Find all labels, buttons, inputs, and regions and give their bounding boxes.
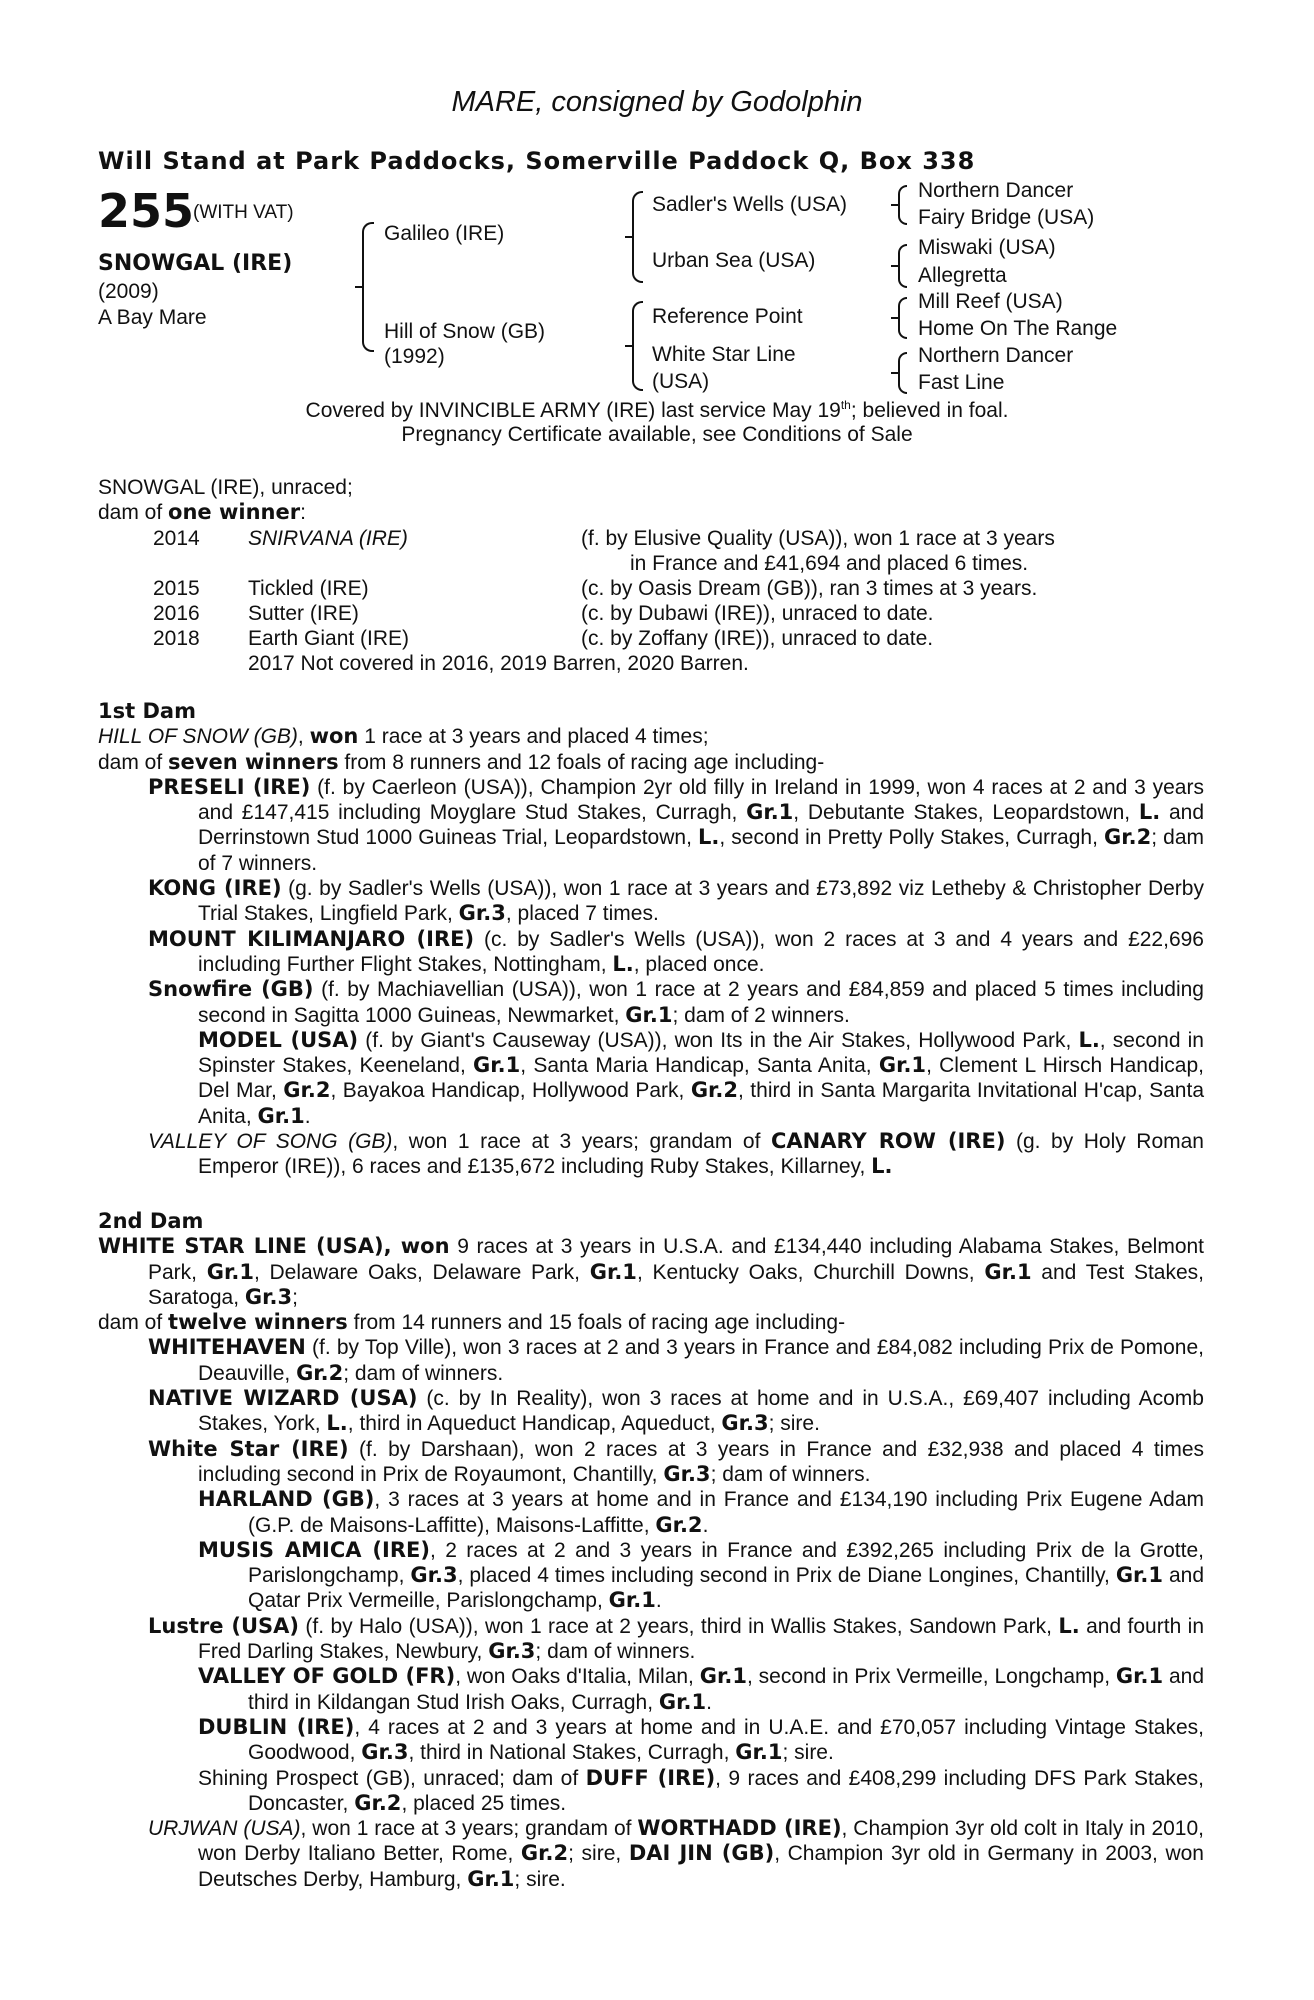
- second-dam-section: [98, 1209, 1204, 1892]
- text: , Champion 3yr old colt in Italy in 2010, won Derby Italiano Better, Rome,: [198, 1817, 1204, 1866]
- text: 9 races at 3 years in U.S.A. and £134,440 including Alabama Stakes, Belmont Park,: [148, 1235, 1205, 1284]
- covered-superscript: th: [840, 398, 851, 412]
- text: (c. by In Reality), won 3 races at home and in U.S.A., £69,407 including Acomb Stakes, York,: [198, 1387, 1204, 1436]
- pedigree-sss: Northern Dancer: [918, 179, 1074, 202]
- pedigree-dsd: Home On The Range: [918, 317, 1118, 340]
- text: , second in Spinster Stakes, Keeneland,: [198, 1028, 1204, 1078]
- text: , second in Prix Vermeille, Longchamp,: [746, 1665, 1116, 1689]
- progeny-name: DUBLIN (IRE): [198, 1714, 355, 1739]
- text: ,: [297, 725, 310, 749]
- text: , third in National Stakes, Curragh,: [408, 1741, 736, 1765]
- second-dam-winners: [98, 1310, 1204, 1335]
- text: , won Oaks d'Italia, Milan,: [455, 1665, 700, 1689]
- pedigree-dam-sire: Reference Point: [652, 305, 803, 328]
- progeny-entry: [98, 876, 1204, 927]
- grandprogeny-entry: [98, 1664, 1204, 1715]
- pedigree-dam-dam: White Star Line: [652, 343, 796, 366]
- progeny-name: VALLEY OF SONG (GB): [148, 1130, 393, 1154]
- produce-details: (c. by Dubawi (IRE)), unraced to date.: [581, 602, 934, 625]
- produce-year: 2018: [153, 627, 200, 650]
- text: ; sire.: [768, 1412, 820, 1436]
- produce-dam-of: [98, 502, 306, 523]
- progeny-name: KONG (IRE): [148, 876, 282, 901]
- pedigree-brace-dam: [632, 301, 643, 391]
- first-dam-heading: 1st Dam: [98, 699, 196, 723]
- grade: L.: [612, 951, 634, 976]
- progeny-entry: [98, 1386, 1204, 1437]
- progeny-name: HARLAND (GB): [198, 1487, 375, 1512]
- progeny-name: WHITEHAVEN: [148, 1335, 306, 1360]
- grade: Gr.3: [458, 901, 506, 926]
- produce-name: Earth Giant (IRE): [248, 627, 410, 650]
- pedigree-dss: Mill Reef (USA): [918, 290, 1063, 313]
- grade: Gr.2: [520, 1841, 569, 1866]
- grade: Gr.3: [410, 1563, 458, 1588]
- produce-dam-of-colon: :: [300, 501, 306, 524]
- grade: Gr.2: [283, 1078, 331, 1103]
- text: , 3 races at 3 years at home and in France and £134,190 including Prix Eugene Adam (G.P. de Maisons-Laffitte), Maisons-Laffitte,: [248, 1488, 1204, 1537]
- text: from 8 runners and 12 foals of racing age including-: [338, 750, 825, 774]
- grade: Gr.1: [473, 1053, 521, 1078]
- progeny-name: VALLEY OF GOLD (FR): [198, 1664, 456, 1689]
- grandprogeny-entry: [98, 1487, 1204, 1538]
- text: from 14 runners and 15 foals of racing age including-: [347, 1311, 846, 1335]
- produce-intro: SNOWGAL (IRE), unraced;: [98, 476, 353, 499]
- progeny-name: Snowfire (GB): [148, 977, 314, 1002]
- text: and third in Kildangan Stud Irish Oaks, Curragh,: [248, 1665, 1205, 1714]
- produce-name: Tickled (IRE): [248, 577, 369, 600]
- text: and Test Stakes, Saratoga,: [148, 1260, 1204, 1309]
- grandprogeny-entry: [98, 1028, 1204, 1129]
- text: .: [706, 1690, 712, 1714]
- text: (f. by Darshaan), won 2 races at 3 years in France and £32,938 and placed 4 times including second in Prix de Royaumont, Chantilly,: [198, 1437, 1204, 1486]
- text: , Clement L Hirsch Handicap, Del Mar,: [198, 1054, 1204, 1103]
- horse-year: (2009): [98, 280, 159, 303]
- won-label: won: [309, 724, 359, 749]
- produce-winners-count: one winner: [168, 500, 301, 524]
- produce-name: SNIRVANA (IRE): [248, 527, 408, 550]
- progeny-name: MUSIS AMICA (IRE): [198, 1537, 430, 1562]
- grade: L.: [1138, 800, 1161, 825]
- grade: L.: [1078, 1027, 1100, 1052]
- progeny-name: White Star (IRE): [148, 1436, 349, 1461]
- text: dam of: [98, 1311, 169, 1335]
- progeny-entry: [98, 1614, 1204, 1665]
- produce-note: 2017 Not covered in 2016, 2019 Barren, 2020 Barren.: [248, 652, 749, 675]
- covered-line: [0, 399, 1314, 421]
- grade: L.: [1058, 1613, 1080, 1638]
- pedigree-ssd: Fairy Bridge (USA): [918, 206, 1095, 229]
- grade: Gr.1: [878, 1053, 927, 1078]
- text: .: [702, 1513, 709, 1537]
- grade: Gr.1: [257, 1103, 305, 1128]
- produce-dam-of-text: dam of: [98, 501, 169, 524]
- pedigree-dds: Northern Dancer: [918, 344, 1074, 367]
- vat-note: (WITH VAT): [193, 202, 294, 223]
- progeny-entry: [98, 1437, 1204, 1488]
- grade: Gr.1: [206, 1259, 254, 1284]
- pedigree-sire: Galileo (IRE): [384, 222, 505, 245]
- grade: Gr.3: [244, 1284, 293, 1309]
- pedigree-ddd: Fast Line: [918, 371, 1005, 394]
- pedigree-dam-year: (1992): [384, 345, 445, 368]
- progeny-name: MOUNT KILIMANJARO (IRE): [148, 926, 475, 951]
- pedigree-brace-ss: [898, 185, 907, 225]
- text: (f. by Giant's Causeway (USA)), won Its in the Air Stakes, Hollywood Park,: [358, 1028, 1079, 1052]
- text: dam of: [98, 750, 169, 774]
- grade: Gr.2: [655, 1512, 703, 1537]
- grade: Gr.2: [354, 1790, 402, 1815]
- grade: Gr.2: [1104, 825, 1152, 850]
- winners-count: twelve winners: [168, 1310, 348, 1335]
- text: , third in Santa Margarita Invitational H'cap, Santa Anita,: [198, 1079, 1204, 1128]
- grade: Gr.1: [1115, 1664, 1164, 1689]
- text: , third in Aqueduct Handicap, Aqueduct,: [347, 1412, 722, 1436]
- text: , placed 7 times.: [505, 902, 659, 926]
- text: ; sire.: [782, 1741, 834, 1765]
- grandprogeny-entry: [98, 1766, 1204, 1817]
- first-dam-winners: [98, 750, 1204, 775]
- text: (f. by Machiavellian (USA)), won 1 race at 2 years and £84,859 and placed 5 times including second in Sagitta 1000 Guineas, Newmarket,: [198, 978, 1204, 1027]
- grandprogeny-name: DAI JIN (GB): [628, 1841, 775, 1866]
- grade: L.: [326, 1411, 348, 1436]
- dam-name: HILL OF SNOW (GB): [98, 725, 298, 749]
- text: , won 1 race at 3 years; grandam of: [392, 1130, 771, 1154]
- first-dam-section: [98, 699, 1204, 1180]
- grandprogeny-name: WORTHADD (IRE): [637, 1816, 842, 1841]
- produce-details: (c. by Zoffany (IRE)), unraced to date.: [581, 627, 934, 650]
- text: , 9 races and £408,299 including DFS Park Stakes, Doncaster,: [248, 1766, 1204, 1815]
- winners-count: seven winners: [168, 749, 339, 774]
- progeny-entry: [98, 1816, 1204, 1892]
- text: .: [304, 1104, 311, 1128]
- horse-description: A Bay Mare: [98, 306, 207, 329]
- pedigree-sire-sire: Sadler's Wells (USA): [652, 193, 847, 216]
- text: Shining Prospect (GB), unraced; dam of: [198, 1766, 586, 1790]
- text: and Derrinstown Stud 1000 Guineas Trial, Leopardstown,: [198, 801, 1204, 850]
- progeny-name: MODEL (USA): [198, 1027, 359, 1052]
- grade: Gr.1: [746, 800, 794, 825]
- won-label: won: [400, 1234, 450, 1259]
- produce-year: 2015: [153, 577, 200, 600]
- grandprogeny-entry: [98, 1538, 1204, 1614]
- produce-details: (c. by Oasis Dream (GB)), ran 3 times at 3 years.: [581, 577, 1038, 600]
- pedigree-brace-sire: [632, 191, 643, 283]
- second-dam-heading: 2nd Dam: [98, 1209, 204, 1233]
- text: , Santa Maria Handicap, Santa Anita,: [520, 1054, 879, 1078]
- text: , Kentucky Oaks, Churchill Downs,: [636, 1260, 985, 1284]
- progeny-name: Lustre (USA): [148, 1613, 299, 1638]
- grade: Gr.1: [608, 1588, 656, 1613]
- text: , placed 4 times including second in Prix de Diane Longines, Chantilly,: [457, 1564, 1116, 1588]
- grade: L.: [698, 825, 720, 850]
- pedigree-brace-dd: [898, 352, 907, 394]
- progeny-name: URJWAN (USA): [148, 1817, 301, 1841]
- progeny-name: PRESELI (IRE): [148, 774, 311, 799]
- grade: Gr.3: [663, 1461, 711, 1486]
- text: ; dam of winners.: [710, 1462, 871, 1486]
- text: , placed 25 times.: [401, 1791, 567, 1815]
- text: , 2 races at 2 and 3 years in France and £392,265 including Prix de la Grotte, Parislongchamp,: [248, 1538, 1204, 1588]
- text: .: [655, 1589, 662, 1613]
- horse-name: SNOWGAL (IRE): [98, 251, 293, 276]
- text: ; dam of winners.: [343, 1361, 504, 1385]
- grade: Gr.2: [296, 1360, 344, 1385]
- first-dam-line: [98, 724, 1204, 749]
- dam-name: WHITE STAR LINE (USA): [98, 1234, 384, 1259]
- text: ,: [383, 1234, 401, 1259]
- text: ; dam of winners.: [535, 1640, 696, 1664]
- text: ; dam of 2 winners.: [672, 1003, 850, 1027]
- pedigree-brace-main: [362, 222, 374, 352]
- grade: Gr.1: [984, 1259, 1032, 1284]
- text: , second in Pretty Polly Stakes, Curragh,: [719, 826, 1105, 850]
- grade: Gr.1: [735, 1740, 783, 1765]
- pedigree-dam: Hill of Snow (GB): [384, 320, 546, 343]
- text: 1 race at 3 years and placed 4 times;: [358, 725, 709, 749]
- stand-location: Will Stand at Park Paddocks, Somerville Paddock Q, Box 338: [98, 147, 976, 175]
- pedigree-brace-ds: [898, 297, 907, 339]
- pedigree-sds: Miswaki (USA): [918, 236, 1056, 259]
- produce-details-cont: in France and £41,694 and placed 6 times.: [630, 552, 1029, 575]
- progeny-entry: [98, 1129, 1204, 1180]
- progeny-entry: [98, 775, 1204, 876]
- produce-year: 2016: [153, 602, 200, 625]
- grade: Gr.1: [589, 1259, 637, 1284]
- covered-text: Covered by INVINCIBLE ARMY (IRE) last service May 19: [305, 399, 841, 422]
- text: , Champion 3yr old in Germany in 2003, won Deutsches Derby, Hamburg,: [198, 1842, 1204, 1891]
- grade: Gr.1: [699, 1664, 747, 1689]
- grade: Gr.1: [467, 1866, 515, 1891]
- grade: Gr.1: [1115, 1563, 1164, 1588]
- grade: Gr.3: [721, 1411, 769, 1436]
- produce-year: 2014: [153, 527, 200, 550]
- text: ; sire,: [568, 1842, 629, 1866]
- text: , won 1 race at 3 years; grandam of: [300, 1817, 638, 1841]
- text: (c. by Sadler's Wells (USA)), won 2 races at 3 and 4 years and £22,696 including Further Flight Stakes, Nottingham,: [198, 927, 1204, 976]
- grandprogeny-name: CANARY ROW (IRE): [770, 1129, 1006, 1154]
- text: (f. by Halo (USA)), won 1 race at 2 years, third in Wallis Stakes, Sandown Park,: [298, 1614, 1059, 1638]
- grandprogeny-entry: [98, 1715, 1204, 1766]
- catalogue-page-title: MARE, consigned by Godolphin: [451, 86, 863, 118]
- second-dam-line: [98, 1234, 1204, 1310]
- grade: L.: [871, 1154, 893, 1179]
- text: ;: [292, 1285, 298, 1309]
- pedigree-sire-dam: Urban Sea (USA): [652, 249, 816, 272]
- text: , Debutante Stakes, Leopardstown,: [793, 801, 1139, 825]
- text: ; dam of 7 winners.: [198, 826, 1204, 875]
- produce-name: Sutter (IRE): [248, 602, 359, 625]
- produce-details: (f. by Elusive Quality (USA)), won 1 race at 3 years: [581, 527, 1055, 550]
- text: and Qatar Prix Vermeille, Parislongchamp,: [248, 1564, 1205, 1613]
- text: and fourth in Fred Darling Stakes, Newbury,: [198, 1614, 1204, 1664]
- text: , placed once.: [633, 952, 765, 976]
- grade: Gr.2: [690, 1078, 739, 1103]
- pedigree-dam-dam-country: (USA): [652, 370, 710, 393]
- grade: Gr.3: [361, 1740, 409, 1765]
- lot-number: 255: [98, 184, 195, 238]
- grade: Gr.3: [488, 1639, 536, 1664]
- text: ; sire.: [514, 1867, 566, 1891]
- progeny-name: NATIVE WIZARD (USA): [148, 1386, 418, 1411]
- text: (f. by Top Ville), won 3 races at 2 and 3 years in France and £84,082 including Prix de Pomone, Deauville,: [198, 1336, 1204, 1385]
- text: , Bayakoa Handicap, Hollywood Park,: [330, 1079, 691, 1103]
- progeny-entry: [98, 977, 1204, 1028]
- pregnancy-certificate-note: Pregnancy Certificate available, see Conditions of Sale: [401, 423, 913, 446]
- text: , 4 races at 2 and 3 years at home and in U.A.E. and £70,057 including Vintage Stakes, Goodwood,: [248, 1715, 1204, 1765]
- grade: Gr.1: [625, 1002, 673, 1027]
- progeny-entry: [98, 927, 1204, 978]
- pedigree-sdd: Allegretta: [918, 264, 1007, 287]
- pedigree-brace-sd: [898, 244, 907, 288]
- text: (f. by Caerleon (USA)), Champion 2yr old filly in Ireland in 1999, won 4 races at 2 and 3 years and £147,415 including Moyglare Stud Stakes, Curragh,: [198, 775, 1204, 825]
- text: , Delaware Oaks, Delaware Park,: [253, 1260, 590, 1284]
- progeny-entry: [98, 1335, 1204, 1386]
- covered-text-end: ; believed in foal.: [850, 399, 1009, 422]
- grade: Gr.1: [658, 1689, 707, 1714]
- text: (g. by Holy Roman Emperor (IRE)), 6 races and £135,672 including Ruby Stakes, Killarney,: [198, 1130, 1204, 1179]
- grandprogeny-name: DUFF (IRE): [585, 1765, 716, 1790]
- text: (g. by Sadler's Wells (USA)), won 1 race at 3 years and £73,892 viz Letheby & Christopher Derby Trial Stakes, Lingfield Park,: [198, 877, 1204, 926]
